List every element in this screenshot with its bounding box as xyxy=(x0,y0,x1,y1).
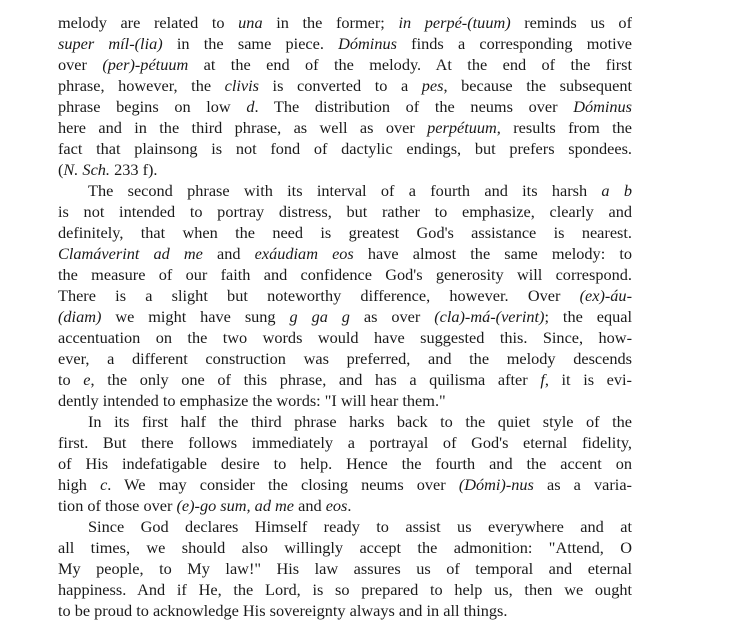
text-line xyxy=(58,117,632,138)
text-line xyxy=(58,54,632,75)
text-line xyxy=(58,33,632,54)
italic-text: (ex)-áu- xyxy=(579,286,632,305)
text-run: at the end of the melody. At the end of the first xyxy=(188,55,632,74)
text-run: tion of those over xyxy=(58,496,177,515)
italic-text: (Dómi)-nus xyxy=(458,475,534,494)
paragraph xyxy=(58,516,756,621)
text-run: in the former; xyxy=(262,13,399,32)
italic-text: d xyxy=(246,97,255,116)
text-line xyxy=(58,243,632,264)
text-run: Since God declares Himself ready to assist us everywhere and at xyxy=(88,517,632,536)
text-line xyxy=(58,75,632,96)
text-run: My people, to My law!" His law assures us of temporal and eternal xyxy=(58,559,632,578)
text-line xyxy=(58,516,632,537)
text-run: , it is evi- xyxy=(544,370,632,389)
italic-text: una xyxy=(238,13,263,32)
text-line xyxy=(58,12,632,33)
text-line xyxy=(58,159,632,180)
text-line xyxy=(58,138,632,159)
text-run: happiness. And if He, the Lord, is so prepared to help us, then we ought xyxy=(58,580,632,599)
text-line xyxy=(58,222,632,243)
text-run: dently intended to emphasize the words: "I will hear them." xyxy=(58,391,446,410)
text-run: 233 f). xyxy=(110,160,158,179)
text-line xyxy=(58,558,632,579)
text-run: we might have sung xyxy=(101,307,290,326)
text-line xyxy=(58,432,632,453)
paragraph xyxy=(58,411,756,516)
text-run: melody are related to xyxy=(58,13,239,32)
text-line xyxy=(58,327,632,348)
italic-text: pes xyxy=(421,76,444,95)
text-run: , the only one of this phrase, and has a quilisma after xyxy=(90,370,541,389)
italic-text: super míl-(lia) xyxy=(58,34,163,53)
italic-text: Dóminus xyxy=(338,34,397,53)
text-line xyxy=(58,537,632,558)
text-line xyxy=(58,369,632,390)
text-run: the measure of our faith and confidence God's generosity will correspond. xyxy=(58,265,632,284)
text-run: here and in the third phrase, as well as over xyxy=(58,118,428,137)
text-run: The second phrase with its interval of a fourth and its harsh xyxy=(88,181,602,200)
italic-text: in perpé-(tuum) xyxy=(398,13,511,32)
text-run: all times, we should also willingly accept the admonition: "Attend, O xyxy=(58,538,632,557)
italic-text: (diam) xyxy=(58,307,102,326)
italic-text: Dóminus xyxy=(573,97,632,116)
italic-text: (cla)-má-(verint) xyxy=(434,307,545,326)
italic-text: (per)-pétuum xyxy=(102,55,189,74)
italic-text: e xyxy=(83,370,91,389)
text-run: . xyxy=(347,496,352,515)
text-run: first. But there follows immediately a portrayal of God's eternal fidelity, xyxy=(58,433,632,452)
text-run: ( xyxy=(58,160,64,179)
italic-text: perpétuum xyxy=(427,118,497,137)
italic-text: exáudiam eos xyxy=(254,244,354,263)
italic-text: g ga g xyxy=(289,307,350,326)
text-run: to be proud to acknowledge His sovereignty always and in all things. xyxy=(58,601,508,620)
text-run: of His indefatigable desire to help. Hence the fourth and the accent on xyxy=(58,454,632,473)
text-run: phrase, however, the xyxy=(58,76,225,95)
text-line xyxy=(58,600,632,621)
text-line xyxy=(58,180,632,201)
text-line xyxy=(58,96,632,117)
text-run: . The distribution of the neums over xyxy=(254,97,574,116)
text-run: , results from the xyxy=(496,118,632,137)
italic-text: a b xyxy=(601,181,632,200)
text-run: finds a corresponding motive xyxy=(396,34,632,53)
italic-text: eos xyxy=(325,496,348,515)
text-line xyxy=(58,474,632,495)
paragraph xyxy=(58,12,756,180)
text-run: as a varia- xyxy=(533,475,632,494)
text-line xyxy=(58,285,632,306)
text-line xyxy=(58,306,632,327)
italic-text: clivis xyxy=(224,76,259,95)
text-run: as over xyxy=(349,307,435,326)
text-run: fact that plainsong is not fond of dactylic endings, but prefers spondees. xyxy=(58,139,632,158)
text-line xyxy=(58,348,632,369)
text-line xyxy=(58,579,632,600)
text-run: definitely, that when the need is greatest God's assistance is nearest. xyxy=(58,223,632,242)
text-run: accentuation on the two words would have suggested this. Since, how- xyxy=(58,328,632,347)
text-line xyxy=(58,495,632,516)
text-run: have almost the same melody: to xyxy=(353,244,632,263)
text-run: ; the equal xyxy=(544,307,632,326)
text-run: reminds us of xyxy=(510,13,632,32)
text-run: over xyxy=(58,55,103,74)
text-run: , because the subsequent xyxy=(443,76,632,95)
text-run: phrase begins on low xyxy=(58,97,247,116)
text-run: There is a slight but noteworthy difference, however. Over xyxy=(58,286,580,305)
text-run: is not intended to portray distress, but rather to emphasize, clearly and xyxy=(58,202,632,221)
text-run: high xyxy=(58,475,101,494)
italic-text: Clamáverint ad me xyxy=(58,244,203,263)
text-line xyxy=(58,201,632,222)
text-run: ever, a different construction was preferred, and the melody descends xyxy=(58,349,632,368)
italic-text: c xyxy=(100,475,108,494)
text-body xyxy=(58,12,756,621)
text-run: and xyxy=(294,496,326,515)
text-line xyxy=(58,390,632,411)
paragraph xyxy=(58,180,756,411)
text-run: in the same piece. xyxy=(162,34,339,53)
italic-text: f xyxy=(540,370,545,389)
text-run: and xyxy=(202,244,255,263)
text-run: to xyxy=(58,370,84,389)
text-run: In its first half the third phrase harks back to the quiet style of the xyxy=(88,412,632,431)
italic-text: (e)-go sum, ad me xyxy=(176,496,295,515)
text-run: is converted to a xyxy=(258,76,422,95)
italic-text: N. Sch. xyxy=(63,160,110,179)
text-line xyxy=(58,264,632,285)
text-line xyxy=(58,453,632,474)
text-line xyxy=(58,411,632,432)
text-run: . We may consider the closing neums over xyxy=(107,475,459,494)
